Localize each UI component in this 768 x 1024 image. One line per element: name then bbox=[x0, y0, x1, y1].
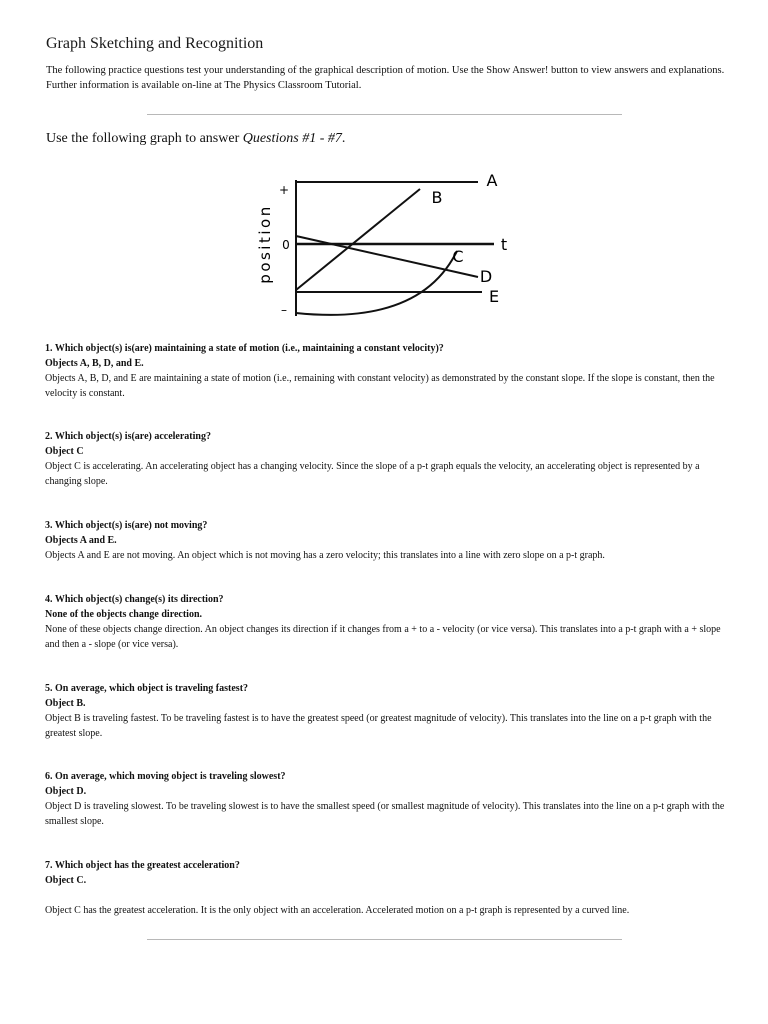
question-2 bbox=[45, 429, 725, 489]
answer-text: Object B. bbox=[45, 698, 86, 709]
answer-text: Objects A and E. bbox=[45, 535, 117, 546]
line-c bbox=[296, 251, 457, 315]
line-d bbox=[296, 236, 478, 277]
answer-text: Object D. bbox=[45, 786, 87, 797]
plus-label: + bbox=[278, 183, 290, 197]
question-text: 5. On average, which object is traveling fastest? bbox=[45, 683, 249, 694]
question-text: 6. On average, which moving object is traveling slowest? bbox=[45, 771, 286, 782]
answer-text: Object C. bbox=[45, 875, 87, 886]
question-3 bbox=[45, 518, 725, 563]
divider-top bbox=[147, 114, 622, 115]
page-title: Graph Sketching and Recognition bbox=[46, 35, 264, 52]
explanation-text: Object C is accelerating. An accelerating object has a changing velocity. Since the slope of a p-t graph equals the velocity, an accelerating object is represented by a changing slope. bbox=[45, 461, 700, 487]
question-text: 4. Which object(s) change(s) its direction? bbox=[45, 594, 224, 605]
explanation-text: Objects A and E are not moving. An object which is not moving has a zero velocity; this translates into a line with zero slope on a p-t graph. bbox=[45, 550, 605, 561]
line-b-label: B bbox=[431, 188, 443, 207]
questions-range: Questions #1 - #7 bbox=[242, 131, 342, 146]
explanation-text: None of these objects change direction. An object changes its direction if it changes from a + to a - velocity (or vice versa). This translates into a p-t graph with a + slope and then a - slope (or vice versa). bbox=[45, 624, 721, 650]
y-axis-label: position bbox=[256, 204, 274, 284]
graph-instruction: Use the following graph to answer Questions #1 - #7. bbox=[46, 131, 346, 146]
question-text: 2. Which object(s) is(are) accelerating? bbox=[45, 431, 211, 442]
question-text: 7. Which object has the greatest acceleration? bbox=[45, 860, 240, 871]
question-5 bbox=[45, 681, 725, 741]
question-text: 1. Which object(s) is(are) maintaining a state of motion (i.e., maintaining a constant velocity)? bbox=[45, 343, 444, 354]
explanation-text: Objects A, B, D, and E are maintaining a state of motion (i.e., remaining with constant velocity) as demonstrated by the constant slope. If the slope is constant, then the velocity is constant. bbox=[45, 373, 715, 399]
line-e-label: E bbox=[488, 287, 500, 306]
divider-bottom bbox=[147, 939, 622, 940]
explanation-text: Object C has the greatest acceleration. It is the only object with an acceleration. Accelerated motion on a p-t graph is represented by a curved line. bbox=[45, 905, 630, 916]
line-a-label: A bbox=[486, 171, 498, 190]
position-time-graph bbox=[250, 166, 510, 324]
question-1 bbox=[45, 341, 725, 401]
answer-text: Object C bbox=[45, 446, 84, 457]
line-d-label: D bbox=[479, 267, 493, 286]
question-6 bbox=[45, 769, 725, 829]
answer-text: Objects A, B, D, and E. bbox=[45, 358, 144, 369]
explanation-text: Object D is traveling slowest. To be traveling slowest is to have the smallest speed (or smallest magnitude of velocity). This translates into the line on a p-t graph with the smallest slope. bbox=[45, 801, 725, 827]
question-text: 3. Which object(s) is(are) not moving? bbox=[45, 520, 208, 531]
answer-text: None of the objects change direction. bbox=[45, 609, 203, 620]
zero-label: 0 bbox=[282, 238, 290, 252]
minus-label: – bbox=[281, 303, 287, 317]
intro-paragraph: The following practice questions test your understanding of the graphical description of motion. Use the Show Answer! button to view answers and explanations. Further information is available on-line at The Physics Classroom Tutorial. bbox=[46, 65, 725, 91]
line-c-label: C bbox=[452, 247, 464, 266]
explanation-text: Object B is traveling fastest. To be traveling fastest is to have the greatest speed (or greatest magnitude of velocity). This translates into the line on a p-t graph with the greatest slope. bbox=[45, 713, 712, 739]
question-4 bbox=[45, 592, 725, 652]
x-axis-label: t bbox=[500, 235, 508, 254]
question-7 bbox=[45, 858, 725, 918]
